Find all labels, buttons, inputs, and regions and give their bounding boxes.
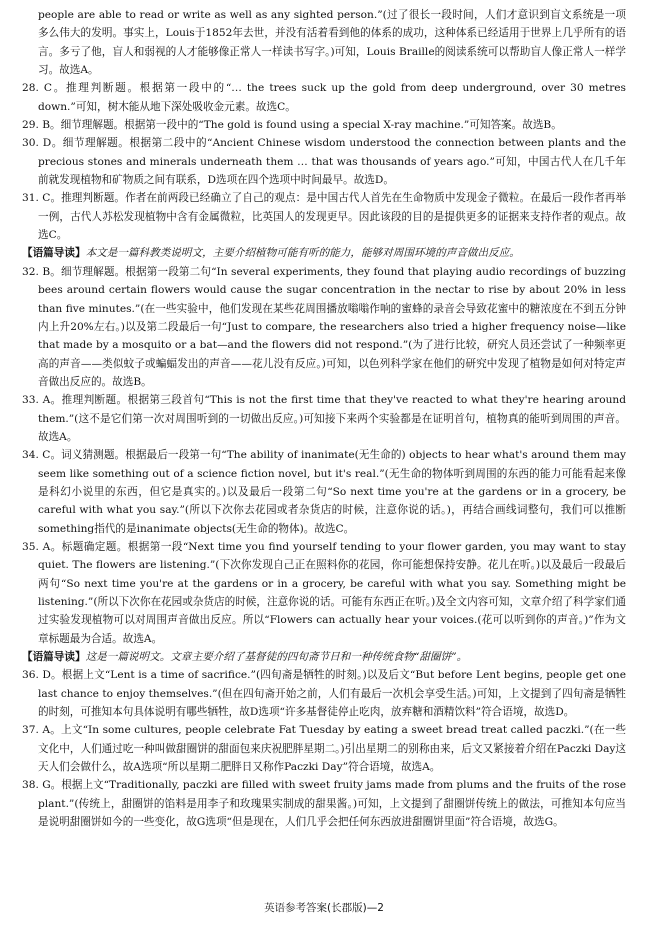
- answer-36: 36. D。根据上文“Lent is a time of sacrifice.”(四旬斋是牺牲的时刻。)以及后文“But before Lent begins, people get one last chance to enjoy themselves.”(但在四旬斋开始之前，人们有最后一次机会享受生活。)可知，上文提到了四旬斋是牺牲的时刻，可推知本句具体说明有哪些牺牲，故D选项“许多基督徒停止吃肉，放弃糖和酒精饮料”符合语境，故选D。: [22, 669, 626, 719]
- guide-text: 这是一篇说明文。文章主要介绍了基督徒的四旬斋节日和一种传统食物“甜圈饼”。: [85, 651, 468, 664]
- answer-34: 34. C。词义猜测题。根据最后一段第一句“The ability of inanimate(无生命的) objects to hear what's around them may seem like something out of a science fiction novel, but it's real.”(无生命的物体听到周围的东西的能力可能看起来像是科幻小说里的东西，但它是真实的。)以及最后一段第二句“So next time you're at the gardens or in a grocery, be careful with what you say.”(所以下次你去花园或者杂货店的时候，注意你说的话。)，再结合画线词整句，我们可以推断something指代的是inanimate objects(无生命的物体)。故选C。: [22, 449, 626, 535]
- page-footer: 英语参考答案(长郡版)—2: [264, 902, 384, 914]
- answer-29: 29. B。细节理解题。根据第一段中的“The gold is found using a special X-ray machine.”可知答案。故选B。: [22, 119, 562, 132]
- answer-30: 30. D。细节理解题。根据第二段中的“Ancient Chinese wisdom understood the connection between plants and the precious stones and minerals underneath them … that was thousands of years ago.”可知，中国古代人在几千年前就发现植物和矿物质之间有联系，D选项在四个选项中时间最早。故选D。: [22, 137, 626, 187]
- answer-31: 31. C。推理判断题。作者在前两段已经确立了自己的观点：是中国古代人首先在生命物质中发现金子微粒。在最后一段作者再举一例，古代人苏松发现植物中含有金属微粒，比英国人的发现更早。因此该段的目的是提供更多的证据来支持作者的观点。故选C。: [22, 192, 626, 242]
- answer-32: 32. B。细节理解题。根据第一段第二句“In several experiments, they found that playing audio recordings of buzzing bees around certain flowers would cause the sugar concentration in the nectar to rise by about 20% in less than five minutes.”(在一些实验中，他们发现在某些花周围播放嗡嗡作响的蜜蜂的录音会导致花蜜中的糖浓度在不到五分钟内上升20%左右。)以及第二段最后一句“Just to compare, the researchers also tried a higher frequency noise—like that made by a mosquito or a bat—and the flowers did not respond.”(为了进行比较，研究人员还尝试了一种频率更高的声音——类似蚊子或蝙蝠发出的声音——花儿没有反应。)可知，以色列科学家在他们的研究中发现了植物是如何对特定声音做出反应的。故选B。: [22, 265, 626, 388]
- answer-35: 35. A。标题确定题。根据第一段“Next time you find yourself tending to your flower garden, you may want to stay quiet. The flowers are listening.”(下次你发现自己正在照料你的花园，你可能想保持安静。花儿在听。)以及最后一段最后两句“So next time you're at the gardens or in a grocery, be careful with what you say. Something might be listening.”(所以下次你在花园或杂货店的时候，注意你说的话。可能有东西正在听。)及全文内容可知，文章介绍了科学家们通过实验发现植物可以对周围声音做出反应。所以“Flowers can actually hear your voices.(花可以听到你的声音。)”作为文章标题最为合适。故选A。: [22, 540, 626, 645]
- answer-38: 38. G。根据上文“Traditionally, paczki are filled with sweet fruity jams made from plums and the fruits of the rose plant.”(传统上，甜圈饼的馅料是用李子和玫瑰果实制成的甜果酱。)可知，上文提到了甜圈饼传统上的做法，可推知本句应当是说明甜圈饼如今的一些变化，故G选项“但是现在，人们几乎会把任何东西放进甜圈饼里面”符合语境，故选G。: [22, 779, 627, 829]
- continued-paragraph: people are able to read or write as well as any sighted person.”(过了很长一段时间，人们才意识到盲文系统是一项多么伟大的发明。事实上，Louis于1852年去世，并没有活着看到他的体系的成功，这种体系已经适用于世界上几乎所有的语言。多亏了他，盲人和弱视的人才能够像正常人一样读书写字。)可知，Louis Braille的阅读系统可以帮助盲人像正常人一样学习。故选A。: [38, 9, 626, 77]
- guide-text: 本文是一篇科教类说明文，主要介绍植物可能有听的能力，能够对周围环境的声音做出反应。: [85, 247, 520, 260]
- answer-33: 33. A。推理判断题。根据第三段首句“This is not the first time that they've reacted to what they're hearing around them.”(这不是它们第一次对周围听到的一切做出反应。)可知接下来两个实验都是在证明首句，植物真的能听到周围的声音。故选A。: [22, 394, 626, 443]
- guide-tag: 【语篇导读】: [22, 651, 86, 664]
- passage-guide-1: [22, 244, 626, 262]
- guide-tag: 【语篇导读】: [22, 247, 86, 260]
- answer-37: 37. A。上文“In some cultures, people celebrate Fat Tuesday by eating a sweet bread treat called paczki.”(在一些文化中，人们通过吃一种叫做甜圈饼的甜面包来庆祝肥胖星期二。)引出星期二的别称由来，后文又紧接着介绍在Paczki Day这天人们会做什么，故A选项“所以星期二肥胖日又称作Paczki Day”符合语境，故选A。: [22, 724, 626, 774]
- answer-28: 28. C。推理判断题。根据第一段中的“… the trees suck up the gold from deep underground, over 30 metres down.”可知，树木能从地下深处吸收金元素。故选C。: [22, 82, 626, 113]
- passage-guide-2: [22, 648, 626, 666]
